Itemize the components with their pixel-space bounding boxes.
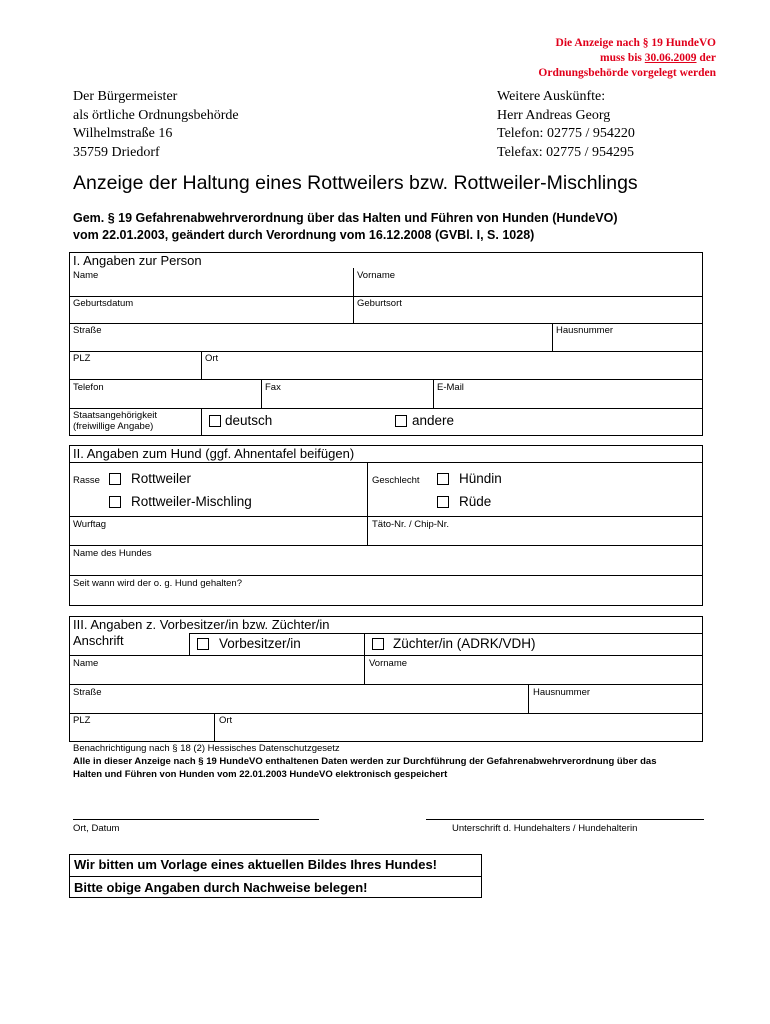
label-geschlecht: Geschlecht [372, 475, 420, 486]
input-vorbesitzer-ort[interactable] [217, 726, 701, 741]
sender-line-3: Wilhelmstraße 16 [73, 126, 173, 141]
input-seit-wann[interactable] [71, 589, 701, 604]
option-mischling-label: Rottweiler-Mischling [131, 494, 252, 509]
divider [214, 713, 215, 742]
divider [69, 575, 703, 576]
section-breeder-heading-line-2: Anschrift [73, 633, 124, 648]
notice-line-1: Die Anzeige nach § 19 HundeVO [555, 37, 716, 49]
input-taeto-chip[interactable] [370, 530, 701, 544]
input-strasse[interactable] [71, 336, 550, 350]
divider [69, 545, 703, 546]
option-andere-label: andere [412, 413, 455, 428]
divider [69, 713, 703, 714]
label-name-hund: Name des Hundes [73, 548, 152, 559]
input-plz[interactable] [71, 364, 199, 378]
sender-line-4: 35759 Driedorf [73, 144, 160, 160]
contact-line-1: Weitere Auskünfte: [497, 89, 606, 104]
checkbox-deutsch[interactable] [209, 415, 221, 427]
divider [69, 408, 703, 409]
label-vorbesitzer-hausnummer: Hausnummer [533, 687, 591, 698]
checkbox-zuechter[interactable] [372, 638, 384, 650]
label-vorname: Vorname [357, 270, 396, 281]
option-vorbesitzer-label: Vorbesitzer/in [219, 636, 301, 651]
page-title: Anzeige der Haltung eines Rottweilers bzw. Rottweiler-Mischlings [73, 172, 638, 194]
input-email[interactable] [436, 393, 701, 407]
contact-line-3: Telefon: 02775 / 954220 [497, 126, 635, 141]
legal-basis [73, 210, 618, 244]
signature-line-ort-datum[interactable] [73, 819, 319, 820]
legal-basis-line-1: Gem. § 19 Gefahrenabwehrverordnung über das Halten und Führen von Hunden (HundeVO) [73, 211, 618, 225]
privacy-text-line-2: Halten und Führen von Hunden vom 22.01.2003 HundeVO elektronisch gespeichert [73, 769, 448, 780]
input-ort[interactable] [204, 364, 701, 378]
divider [69, 655, 703, 656]
deadline-date: 30.06.2009 [644, 52, 697, 64]
notice-line-2: muss bis 30.06.2009 der [600, 52, 716, 64]
label-email: E-Mail [437, 382, 464, 393]
privacy-text-line-1: Alle in dieser Anzeige nach § 19 HundeVO enthaltenen Daten werden zur Durchführung der Gefahrenabwehrverordnung über das [73, 756, 657, 767]
divider [552, 323, 553, 351]
option-zuechter-label: Züchter/in (ADRK/VDH) [393, 636, 536, 651]
input-vorbesitzer-vorname[interactable] [367, 669, 701, 683]
sender-line-2: als örtliche Ordnungsbehörde [73, 107, 239, 123]
section-dog-heading: II. Angaben zum Hund (ggf. Ahnentafel beifügen) [73, 446, 355, 461]
input-vorbesitzer-plz[interactable] [71, 726, 212, 741]
privacy-heading: Benachrichtigung nach § 18 (2) Hessisches Datenschutzgesetz [73, 743, 340, 754]
footer-photo-request: Wir bitten um Vorlage eines aktuellen Bildes Ihres Hundes! [74, 857, 438, 872]
sender-line-1: Der Bürgermeister [73, 89, 178, 104]
input-geburtsdatum[interactable] [71, 309, 351, 322]
label-vorbesitzer-vorname: Vorname [369, 658, 408, 669]
input-vorbesitzer-strasse[interactable] [71, 698, 526, 712]
divider [189, 633, 703, 634]
contact-line-4: Telefax: 02775 / 954295 [497, 144, 635, 160]
label-fax: Fax [265, 382, 281, 393]
input-geburtsort[interactable] [356, 309, 701, 322]
checkbox-vorbesitzer[interactable] [197, 638, 209, 650]
checkbox-rottweiler-mischling[interactable] [109, 496, 121, 508]
divider [364, 633, 365, 684]
checkbox-rottweiler[interactable] [109, 473, 121, 485]
input-hausnummer[interactable] [555, 336, 701, 350]
privacy-notice [73, 742, 713, 781]
input-wurftag[interactable] [71, 530, 365, 544]
deadline-notice [538, 36, 716, 81]
checkbox-ruede[interactable] [437, 496, 449, 508]
label-hausnummer: Hausnummer [556, 325, 614, 336]
contact-line-2: Herr Andreas Georg [497, 107, 611, 123]
legal-basis-line-2: vom 22.01.2003, geändert durch Verordnung vom 16.12.2008 (GVBl. I, S. 1028) [73, 228, 535, 242]
label-geburtsort: Geburtsort [357, 298, 402, 309]
label-ort-datum: Ort, Datum [73, 823, 120, 834]
input-telefon[interactable] [71, 393, 259, 407]
label-name: Name [73, 270, 99, 281]
option-huendin-label: Hündin [459, 471, 502, 486]
sender-address [73, 88, 239, 162]
label-vorbesitzer-plz: PLZ [73, 715, 91, 726]
input-vorbesitzer-name[interactable] [71, 669, 362, 683]
divider [69, 516, 703, 517]
divider [69, 684, 703, 685]
label-taeto-chip: Täto-Nr. / Chip-Nr. [372, 519, 450, 530]
label-plz: PLZ [73, 353, 91, 364]
contact-info [497, 88, 635, 162]
label-seit-wann: Seit wann wird der o. g. Hund gehalten? [73, 578, 242, 589]
section-person-heading: I. Angaben zur Person [73, 253, 202, 268]
checkbox-huendin[interactable] [437, 473, 449, 485]
label-rasse: Rasse [73, 475, 100, 486]
option-ruede-label: Rüde [459, 494, 492, 509]
divider [433, 379, 434, 408]
input-vorbesitzer-hausnummer[interactable] [531, 698, 701, 712]
input-name[interactable] [71, 281, 351, 295]
input-name-hund[interactable] [71, 559, 701, 574]
divider [189, 633, 190, 655]
divider [69, 351, 703, 352]
label-staatsangehoerigkeit [73, 410, 157, 432]
divider [69, 379, 703, 380]
divider [69, 323, 703, 324]
label-staat-line-2: (freiwillige Angabe) [73, 421, 154, 432]
label-geburtsdatum: Geburtsdatum [73, 298, 134, 309]
divider [201, 351, 202, 379]
divider [367, 462, 368, 545]
option-rottweiler-label: Rottweiler [131, 471, 192, 486]
label-staat-line-1: Staatsangehörigkeit [73, 410, 157, 421]
input-fax[interactable] [264, 393, 431, 407]
divider [69, 876, 482, 877]
footer-proof-request: Bitte obige Angaben durch Nachweise belegen! [74, 880, 368, 895]
divider [69, 296, 703, 297]
label-vorbesitzer-name: Name [73, 658, 99, 669]
label-vorbesitzer-ort: Ort [219, 715, 233, 726]
signature-line-unterschrift[interactable] [426, 819, 704, 820]
label-strasse: Straße [73, 325, 102, 336]
option-deutsch-label: deutsch [225, 413, 273, 428]
notice-line-3: Ordnungsbehörde vorgelegt werden [538, 67, 716, 79]
label-telefon: Telefon [73, 382, 104, 393]
input-vorname[interactable] [356, 281, 701, 295]
label-vorbesitzer-strasse: Straße [73, 687, 102, 698]
divider [69, 462, 703, 463]
divider [261, 379, 262, 408]
divider [528, 684, 529, 713]
label-ort: Ort [205, 353, 219, 364]
checkbox-andere[interactable] [395, 415, 407, 427]
label-unterschrift: Unterschrift d. Hundehalters / Hundehalterin [452, 823, 638, 834]
divider [353, 268, 354, 323]
divider [201, 408, 202, 436]
section-breeder-heading-line-1: III. Angaben z. Vorbesitzer/in bzw. Züchter/in [73, 617, 330, 632]
label-wurftag: Wurftag [73, 519, 107, 530]
